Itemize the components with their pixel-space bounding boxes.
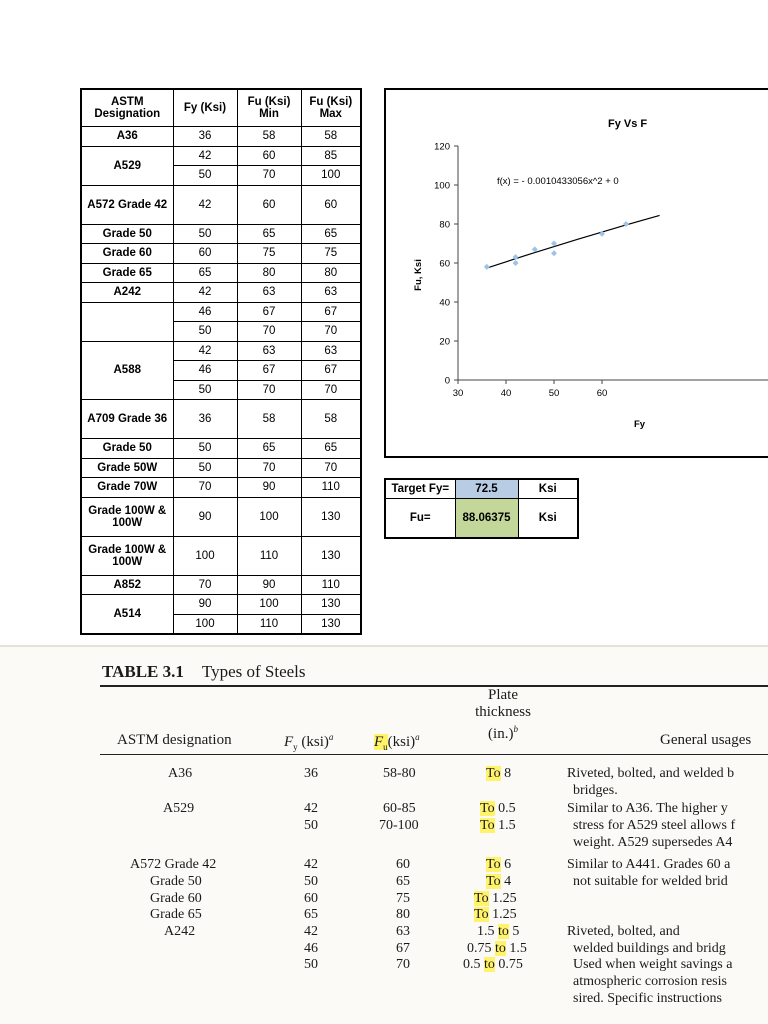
fy-cell: 36 — [173, 127, 237, 147]
book-fy: 42 — [304, 924, 318, 939]
fu-min-cell: 75 — [237, 244, 301, 264]
header-fy-ksi: $F_y$ (ksi)$^a$ — [284, 732, 334, 752]
table-row — [81, 127, 361, 147]
fy-fu-chart — [384, 88, 768, 458]
book-fu: 80 — [396, 907, 410, 922]
book-usage-line: stress for A529 steel allows f — [573, 818, 736, 833]
book-fy: 50 — [304, 957, 318, 972]
data-point — [551, 250, 557, 256]
fy-cell: 42 — [173, 185, 237, 224]
table-header-rule — [100, 754, 768, 755]
book-fy: 50 — [304, 818, 318, 833]
book-designation: Grade 65 — [150, 907, 202, 922]
fy-cell: 60 — [173, 244, 237, 264]
fu-max-cell: 130 — [301, 536, 361, 575]
book-thickness: To 1.25 — [474, 891, 517, 906]
fy-cell: 36 — [173, 400, 237, 439]
designation-cell: A572 Grade 42 — [81, 185, 173, 224]
fu-max-cell: 70 — [301, 380, 361, 400]
fu-min-cell: 100 — [237, 595, 301, 615]
fu-min-cell: 58 — [237, 400, 301, 439]
header-plate-thickness: Plate thickness $(in.)^b$ — [475, 687, 531, 742]
book-fy: 42 — [304, 801, 318, 816]
fu-min-cell: 110 — [237, 536, 301, 575]
fu-max-cell: 75 — [301, 244, 361, 264]
table-row — [81, 263, 361, 283]
fu-min-cell: 63 — [237, 341, 301, 361]
target-fy-label: Target Fy= — [385, 479, 455, 499]
book-fu: 65 — [396, 874, 410, 889]
designation-cell: A588 — [81, 341, 173, 400]
fu-max-cell: 110 — [301, 478, 361, 498]
book-usage-line: bridges. — [573, 783, 618, 798]
target-fy-row — [385, 479, 578, 499]
book-usage-line: Riveted, bolted, and — [567, 924, 680, 939]
table-row — [81, 146, 361, 166]
target-fu-result: 88.06375 — [455, 499, 518, 539]
book-usage-line: Riveted, bolted, and welded b — [567, 766, 735, 781]
fu-min-cell: 70 — [237, 458, 301, 478]
data-point — [484, 264, 490, 270]
target-fu-unit: Ksi — [518, 499, 578, 539]
book-fu: 70-100 — [379, 818, 419, 833]
target-calculator — [384, 478, 579, 539]
fy-cell: 90 — [173, 497, 237, 536]
fu-min-cell: 67 — [237, 361, 301, 381]
table-row — [81, 283, 361, 303]
fu-max-cell: 63 — [301, 341, 361, 361]
book-thickness: To 0.5 — [480, 801, 516, 816]
fy-cell: 50 — [173, 166, 237, 186]
header-fu-ksi: $F_u(ksi)^a$ — [374, 732, 420, 752]
book-fy: 46 — [304, 941, 318, 956]
fy-cell: 46 — [173, 302, 237, 322]
fy-cell: 100 — [173, 536, 237, 575]
fu-max-cell: 65 — [301, 439, 361, 459]
book-fu: 63 — [396, 924, 410, 939]
fu-min-cell: 60 — [237, 185, 301, 224]
x-axis-label: Fy — [634, 419, 646, 430]
book-designation: Grade 50 — [150, 874, 202, 889]
fy-cell: 90 — [173, 595, 237, 615]
target-fu-row — [385, 499, 578, 539]
y-tick-label: 120 — [434, 141, 450, 153]
book-table-title: TABLE 3.1 Types of Steels — [102, 662, 306, 681]
y-tick-label: 40 — [439, 297, 450, 309]
table-row — [81, 497, 361, 536]
header-fu-max: Fu (Ksi) Max — [301, 89, 361, 127]
fu-max-cell: 70 — [301, 322, 361, 342]
fu-min-cell: 110 — [237, 614, 301, 634]
chart-marks — [484, 215, 660, 269]
fy-cell: 46 — [173, 361, 237, 381]
fu-min-cell: 65 — [237, 439, 301, 459]
book-fu: 58-80 — [383, 766, 416, 781]
book-fy: 36 — [304, 766, 318, 781]
table-row — [81, 341, 361, 361]
fu-max-cell: 130 — [301, 614, 361, 634]
book-thickness: To 1.5 — [480, 818, 516, 833]
table-row — [81, 185, 361, 224]
fu-max-cell: 80 — [301, 263, 361, 283]
y-tick-label: 80 — [439, 219, 450, 231]
fu-max-cell: 70 — [301, 458, 361, 478]
table-row — [81, 458, 361, 478]
fu-min-cell: 100 — [237, 497, 301, 536]
header-fu-min: Fu (Ksi) Min — [237, 89, 301, 127]
table-row — [81, 302, 361, 322]
book-thickness: 0.75 to 1.5 — [467, 941, 527, 956]
book-thickness: 1.5 to 5 — [477, 924, 520, 939]
steel-spreadsheet-table — [80, 88, 362, 635]
designation-cell: Grade 65 — [81, 263, 173, 283]
fy-cell: 100 — [173, 614, 237, 634]
designation-cell: A514 — [81, 595, 173, 635]
header-general-usages: General usages — [660, 732, 752, 748]
target-fy-unit: Ksi — [518, 479, 578, 499]
x-tick-label: 40 — [500, 388, 512, 399]
book-usage-line: sired. Specific instructions — [573, 991, 722, 1006]
y-tick-label: 20 — [439, 336, 450, 348]
fy-cell: 50 — [173, 458, 237, 478]
y-tick-label: 100 — [434, 180, 450, 192]
x-tick-label: 30 — [452, 388, 464, 399]
target-fy-input[interactable]: 72.5 — [455, 479, 518, 499]
table-header-row — [81, 89, 361, 127]
fy-cell: 50 — [173, 380, 237, 400]
fu-min-cell: 90 — [237, 575, 301, 595]
designation-cell: A242 — [81, 283, 173, 303]
fy-cell: 50 — [173, 322, 237, 342]
designation-cell: A709 Grade 36 — [81, 400, 173, 439]
book-designation: A36 — [168, 766, 193, 781]
book-thickness: To 8 — [486, 766, 512, 781]
book-fu: 60-85 — [383, 801, 416, 816]
fu-min-cell: 70 — [237, 322, 301, 342]
book-fu: 67 — [396, 941, 410, 956]
table-row — [81, 595, 361, 615]
fy-cell: 70 — [173, 478, 237, 498]
chart-svg — [386, 90, 768, 460]
target-fu-label: Fu= — [385, 499, 455, 539]
table-row — [81, 575, 361, 595]
table-row — [81, 400, 361, 439]
designation-cell: A529 — [81, 146, 173, 185]
table-row — [81, 244, 361, 264]
fu-max-cell: 130 — [301, 497, 361, 536]
table-top-rule — [100, 685, 768, 687]
fu-max-cell: 100 — [301, 166, 361, 186]
fu-max-cell: 63 — [301, 283, 361, 303]
book-usage-line: welded buildings and bridg — [573, 941, 726, 956]
designation-cell: Grade 100W & 100W — [81, 536, 173, 575]
table-row — [81, 224, 361, 244]
fy-cell: 42 — [173, 341, 237, 361]
fu-max-cell: 67 — [301, 302, 361, 322]
fu-min-cell: 90 — [237, 478, 301, 498]
fy-cell: 50 — [173, 224, 237, 244]
fu-min-cell: 60 — [237, 146, 301, 166]
fu-min-cell: 70 — [237, 380, 301, 400]
book-fu: 60 — [396, 857, 410, 872]
fu-max-cell: 67 — [301, 361, 361, 381]
fu-max-cell: 58 — [301, 127, 361, 147]
book-thickness: To 1.25 — [474, 907, 517, 922]
chart-title: Fy Vs F — [608, 118, 648, 130]
book-usage-line: atmospheric corrosion resis — [573, 974, 727, 989]
header-designation: ASTM Designation — [81, 89, 173, 127]
fu-max-cell: 58 — [301, 400, 361, 439]
book-usage-line: weight. A529 supersedes A4 — [573, 835, 733, 850]
header-astm-designation: ASTM designation — [117, 732, 232, 748]
fy-cell: 50 — [173, 439, 237, 459]
book-designation: A242 — [164, 924, 196, 939]
fu-min-cell: 70 — [237, 166, 301, 186]
book-usage-line: Used when weight savings a — [573, 957, 733, 972]
designation-cell — [81, 302, 173, 341]
fy-cell: 65 — [173, 263, 237, 283]
book-fy: 65 — [304, 907, 318, 922]
book-designation: A529 — [163, 801, 195, 816]
y-axis-label: Fu, Ksi — [413, 259, 424, 291]
table-row — [81, 478, 361, 498]
book-thickness: To 6 — [486, 857, 512, 872]
fu-max-cell: 130 — [301, 595, 361, 615]
book-thickness: To 4 — [486, 874, 512, 889]
book-table-scan — [0, 645, 768, 1024]
fu-min-cell: 65 — [237, 224, 301, 244]
y-tick-label: 0 — [444, 375, 450, 387]
fu-min-cell: 58 — [237, 127, 301, 147]
fu-min-cell: 67 — [237, 302, 301, 322]
fu-max-cell: 110 — [301, 575, 361, 595]
designation-cell: Grade 50 — [81, 224, 173, 244]
book-fy: 50 — [304, 874, 318, 889]
book-designation: Grade 60 — [150, 891, 202, 906]
book-thickness: 0.5 to 0.75 — [463, 957, 523, 972]
book-usage-line: not suitable for welded brid — [573, 874, 728, 889]
book-fy: 42 — [304, 857, 318, 872]
fu-max-cell: 65 — [301, 224, 361, 244]
designation-cell: Grade 100W & 100W — [81, 497, 173, 536]
table-row — [81, 536, 361, 575]
designation-cell: Grade 50 — [81, 439, 173, 459]
fu-min-cell: 63 — [237, 283, 301, 303]
designation-cell: A36 — [81, 127, 173, 147]
designation-cell: Grade 60 — [81, 244, 173, 264]
designation-cell: Grade 50W — [81, 458, 173, 478]
book-fy: 60 — [304, 891, 318, 906]
book-fu: 70 — [396, 957, 410, 972]
fy-cell: 42 — [173, 283, 237, 303]
book-fu: 75 — [396, 891, 410, 906]
fy-cell: 70 — [173, 575, 237, 595]
book-usage-line: Similar to A36. The higher y — [567, 801, 728, 816]
chart-equation: f(x) = - 0.0010433056x^2 + 0 — [497, 176, 619, 187]
designation-cell: A852 — [81, 575, 173, 595]
data-point — [513, 260, 519, 266]
y-tick-label: 60 — [439, 258, 450, 270]
header-fy: Fy (Ksi) — [173, 89, 237, 127]
page-separator — [0, 645, 768, 647]
table-row — [81, 439, 361, 459]
fu-min-cell: 80 — [237, 263, 301, 283]
book-designation: A572 Grade 42 — [130, 857, 217, 872]
fu-max-cell: 60 — [301, 185, 361, 224]
designation-cell: Grade 70W — [81, 478, 173, 498]
x-tick-label: 60 — [596, 388, 608, 399]
book-usage-line: Similar to A441. Grades 60 a — [567, 857, 731, 872]
fu-max-cell: 85 — [301, 146, 361, 166]
x-tick-label: 50 — [548, 388, 560, 399]
trendline — [487, 215, 660, 268]
fy-cell: 42 — [173, 146, 237, 166]
